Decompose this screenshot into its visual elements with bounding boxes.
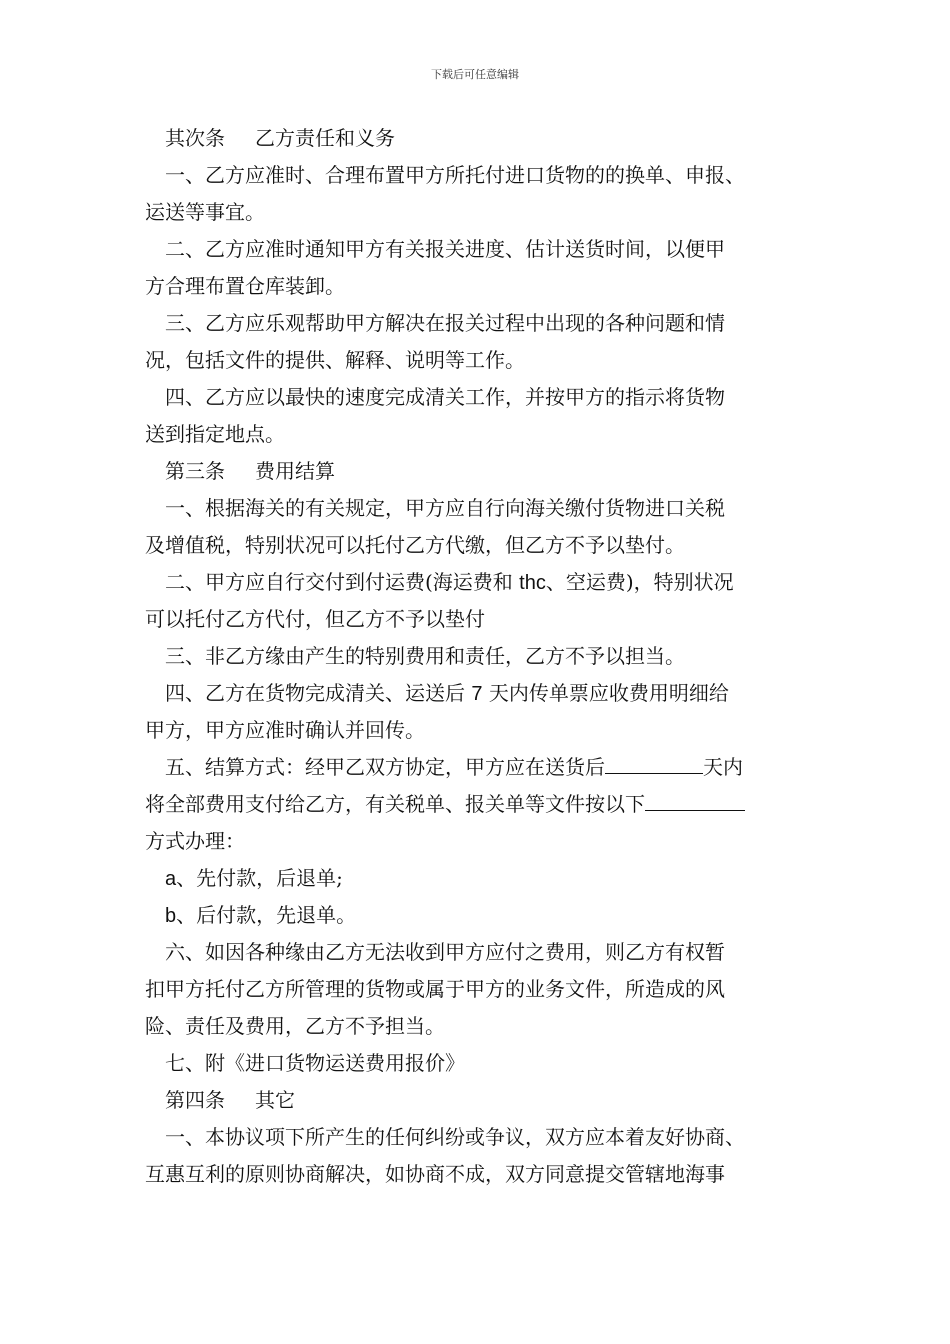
option-text: 、后付款，先退单。 [176, 903, 357, 927]
clause-line: 一、本协议项下所产生的任何纠纷或争议，双方应本着友好协商、 [165, 1125, 745, 1149]
clause-line [145, 675, 810, 712]
article-label: 第四条 [165, 1088, 225, 1112]
article-title: 乙方责任和义务 [255, 126, 395, 150]
clause-term: thc [519, 572, 546, 594]
clause-text: 、空运费)，特别状况 [545, 570, 734, 594]
article-heading [145, 1082, 810, 1119]
clause-text: 天内传单票应收费用明细给 [482, 681, 729, 705]
clause-line: 七、附《进口货物运送费用报价》 [165, 1051, 465, 1075]
page-header-note: 下载后可任意编辑 [431, 68, 519, 81]
clause-text: 二、甲方应自行交付到付运费(海运费和 [165, 570, 520, 594]
clause-text: 天内 [703, 755, 743, 779]
clause-line: 及增值税，特别状况可以托付乙方代缴，但乙方不予以垫付。 [145, 533, 685, 557]
article-heading [145, 120, 810, 157]
article-title: 费用结算 [255, 459, 335, 483]
clause-line: 四、乙方应以最快的速度完成清关工作，并按甲方的指示将货物 [165, 385, 725, 409]
clause-line: 送到指定地点。 [145, 422, 285, 446]
article-heading [145, 453, 810, 490]
clause-line [145, 786, 810, 823]
clause-line: 运送等事宜。 [145, 200, 265, 224]
clause-line: 险、责任及费用，乙方不予担当。 [145, 1014, 445, 1038]
clause-text: 将全部费用支付给乙方，有关税单、报关单等文件按以下 [145, 792, 645, 816]
option-line [145, 897, 810, 934]
clause-line: 扣甲方托付乙方所管理的货物或属于甲方的业务文件，所造成的风 [145, 977, 725, 1001]
clause-text: 四、乙方在货物完成清关、运送后 [165, 681, 472, 705]
option-letter: b [165, 905, 177, 927]
clause-line: 六、如因各种缘由乙方无法收到甲方应付之费用，则乙方有权暂 [165, 940, 725, 964]
article-label: 第三条 [165, 459, 225, 483]
clause-line: 互惠互利的原则协商解决，如协商不成，双方同意提交管辖地海事 [145, 1162, 725, 1186]
clause-line: 三、乙方应乐观帮助甲方解决在报关过程中出现的各种问题和情 [165, 311, 725, 335]
clause-line [145, 564, 810, 601]
clause-line [145, 749, 810, 786]
article-title: 其它 [255, 1088, 295, 1112]
option-text: 、先付款，后退单; [176, 866, 343, 890]
article-label: 其次条 [165, 126, 225, 150]
clause-line: 况，包括文件的提供、解释、说明等工作。 [145, 348, 525, 372]
clause-line: 一、乙方应准时、合理布置甲方所托付进口货物的的换单、申报、 [165, 163, 745, 187]
clause-line: 一、根据海关的有关规定，甲方应自行向海关缴付货物进口关税 [165, 496, 725, 520]
option-letter: a [165, 868, 177, 890]
option-line [145, 860, 810, 897]
clause-line: 二、乙方应准时通知甲方有关报关进度、估计送货时间，以便甲 [165, 237, 725, 261]
clause-number: 7 [471, 683, 483, 705]
clause-line: 可以托付乙方代付，但乙方不予以垫付 [145, 607, 485, 631]
clause-line: 方式办理： [145, 829, 245, 853]
contract-body [145, 120, 810, 1193]
clause-line: 方合理布置仓库装卸。 [145, 274, 345, 298]
clause-line: 甲方，甲方应准时确认并回传。 [145, 718, 425, 742]
clause-text: 五、结算方式：经甲乙双方协定，甲方应在送货后 [165, 755, 605, 779]
fill-in-blank-method[interactable] [645, 786, 745, 811]
clause-line: 三、非乙方缘由产生的特别费用和责任，乙方不予以担当。 [165, 644, 685, 668]
fill-in-blank-days[interactable] [605, 749, 703, 774]
